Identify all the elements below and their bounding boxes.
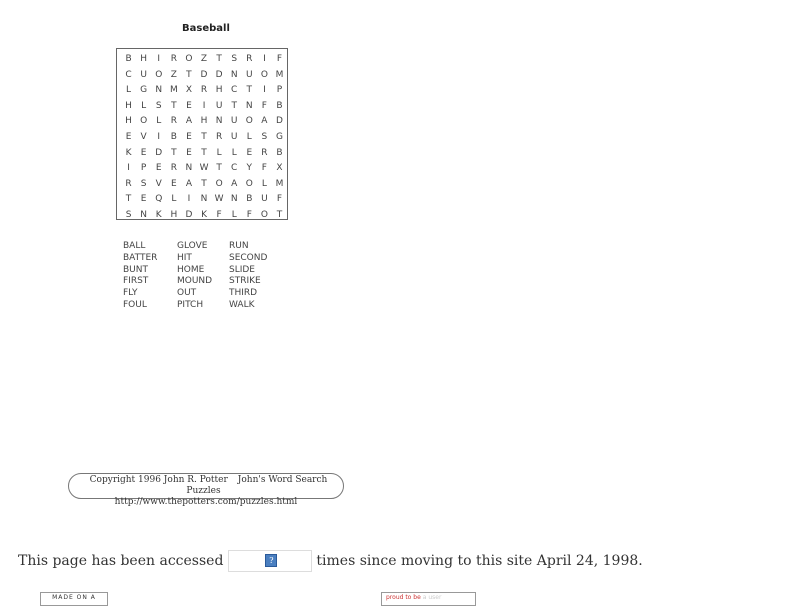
grid-cell: O [245, 178, 253, 189]
word-item: SECOND [229, 252, 268, 263]
grid-cell: B [170, 131, 177, 142]
grid-cell: F [246, 209, 252, 220]
word-column [229, 241, 267, 312]
word-search-grid [116, 48, 288, 220]
grid-cell: E [170, 178, 177, 189]
hit-counter [228, 550, 312, 572]
grid-cell: A [185, 116, 192, 127]
copyright-box [68, 473, 344, 507]
grid-cell: N [215, 116, 223, 127]
grid-cell: O [260, 69, 268, 80]
grid-cell: S [140, 178, 147, 189]
grid-cell: M [275, 178, 284, 189]
word-item: PITCH [177, 299, 204, 310]
grid-cell: N [245, 100, 253, 111]
grid-cell: E [186, 131, 192, 142]
grid-cell: O [260, 209, 268, 220]
grid-cell: B [276, 147, 283, 158]
grid-cell: C [231, 85, 238, 96]
grid-cell: H [170, 209, 178, 220]
grid-cell: F [216, 209, 222, 220]
grid-row [117, 99, 287, 115]
grid-cell: U [230, 131, 238, 142]
grid-cell: T [231, 100, 237, 111]
grid-cell: C [125, 69, 132, 80]
grid-cell: F [261, 100, 267, 111]
access-counter-line [18, 550, 643, 572]
access-text-after: times since moving to this site April 24, 1998. [316, 553, 643, 569]
grid-cell: P [140, 163, 147, 174]
grid-cell: E [140, 194, 147, 205]
grid-row [117, 161, 287, 177]
grid-cell: R [261, 147, 268, 158]
grid-cell: N [155, 85, 163, 96]
grid-cell: R [170, 163, 177, 174]
grid-cell: L [156, 116, 162, 127]
grid-row [117, 177, 287, 193]
grid-cell: D [155, 147, 163, 158]
grid-cell: L [231, 147, 237, 158]
proud-faint-text: a user [422, 594, 442, 601]
grid-cell: D [185, 209, 193, 220]
grid-cell: Y [246, 163, 253, 174]
grid-cell: N [185, 163, 193, 174]
word-item: BUNT [123, 264, 148, 275]
grid-cell: E [246, 147, 253, 158]
grid-cell: L [171, 194, 177, 205]
grid-cell: L [126, 85, 132, 96]
grid-cell: U [246, 69, 253, 80]
word-item: BATTER [123, 252, 158, 263]
grid-cell: U [261, 194, 268, 205]
grid-cell: A [261, 116, 268, 127]
grid-cell: T [216, 54, 222, 64]
grid-cell: A [185, 178, 192, 189]
grid-row [117, 192, 287, 208]
grid-cell: H [125, 116, 132, 127]
grid-cell: I [127, 163, 130, 174]
grid-cell: E [186, 100, 192, 111]
word-item: OUT [177, 288, 197, 299]
grid-cell: T [171, 100, 177, 111]
grid-cell: P [276, 85, 283, 96]
grid-cell: T [186, 69, 192, 80]
word-item: THIRD [229, 288, 258, 299]
grid-cell: H [200, 116, 208, 127]
grid-cell: Z [170, 69, 177, 80]
grid-cell: U [140, 69, 147, 80]
grid-cell: R [246, 54, 253, 64]
grid-cell: E [186, 147, 192, 158]
grid-cell: G [275, 131, 283, 142]
grid-cell: R [125, 178, 132, 189]
grid-cell: L [141, 100, 147, 111]
access-text-before: This page has been accessed [18, 553, 224, 569]
grid-cell: O [245, 116, 253, 127]
grid-cell: D [276, 116, 283, 127]
grid-cell: O [155, 69, 163, 80]
grid-cell: L [216, 147, 222, 158]
grid-cell: O [215, 178, 223, 189]
grid-row [117, 52, 287, 68]
proud-badge[interactable] [381, 592, 476, 606]
grid-cell: N [230, 194, 238, 205]
grid-cell: K [125, 147, 132, 158]
site-url[interactable]: http://www.thepotters.com/puzzles.html [114, 497, 298, 507]
grid-cell: T [276, 209, 283, 220]
puzzle-title: Baseball [182, 23, 230, 34]
word-item: STRIKE [229, 276, 261, 287]
grid-cell: T [171, 147, 177, 158]
word-item: RUN [229, 241, 249, 251]
grid-cell: I [202, 100, 206, 111]
grid-cell: G [140, 85, 148, 96]
grid-cell: L [231, 209, 237, 220]
word-item: FOUL [123, 299, 147, 310]
grid-cell: S [231, 54, 238, 64]
grid-cell: I [263, 85, 266, 96]
grid-cell: N [140, 209, 147, 220]
grid-cell: D [215, 69, 223, 80]
grid-row [117, 83, 287, 99]
proud-text: proud to be [386, 594, 421, 601]
grid-cell: V [140, 131, 147, 142]
grid-cell: U [230, 116, 238, 127]
word-column [177, 241, 229, 312]
grid-cell: R [200, 85, 208, 96]
grid-cell: X [185, 85, 192, 96]
grid-cell: B [246, 194, 253, 205]
site-name: John's Word Search Puzzles [186, 475, 328, 496]
grid-cell: T [201, 131, 207, 142]
word-item: HOME [177, 264, 205, 275]
grid-cell: K [201, 209, 207, 220]
grid-cell: N [230, 69, 238, 80]
grid-cell: L [261, 178, 267, 189]
grid-cell: M [275, 69, 284, 80]
grid-cell: H [215, 85, 223, 96]
word-item: BALL [123, 241, 146, 251]
grid-cell: T [201, 178, 207, 189]
grid-cell: W [214, 194, 224, 205]
grid-cell: U [215, 100, 223, 111]
grid-cell: X [276, 163, 283, 174]
grid-cell: A [231, 178, 238, 189]
grid-cell: H [140, 54, 148, 64]
copyright-text: Copyright 1996 John R. Potter [89, 475, 228, 485]
grid-cell: K [155, 209, 162, 220]
grid-cell: H [125, 100, 132, 111]
grid-cell: F [261, 163, 267, 174]
broken-image-icon: ? [265, 554, 277, 567]
grid-row [117, 68, 287, 84]
grid-cell: I [187, 194, 191, 205]
grid-cell: B [125, 54, 132, 64]
grid-cell: S [125, 209, 132, 220]
word-item: FLY [123, 288, 138, 299]
grid-cell: I [157, 131, 161, 142]
grid-cell: T [216, 163, 222, 174]
grid-cell: E [140, 147, 147, 158]
grid-cell: N [200, 194, 208, 205]
word-list [123, 241, 267, 312]
grid-cell: S [261, 131, 268, 142]
grid-row [117, 146, 287, 162]
grid-cell: O [185, 54, 193, 64]
grid-cell: I [157, 54, 161, 64]
grid-cell: E [125, 131, 132, 142]
grid-cell: W [199, 163, 209, 174]
grid-cell: B [276, 100, 283, 111]
grid-row [117, 208, 287, 224]
word-item: HIT [177, 252, 192, 263]
grid-cell: D [200, 69, 208, 80]
made-on-badge[interactable]: MADE ON A [40, 592, 108, 606]
grid-cell: Z [200, 54, 208, 64]
grid-cell: F [276, 54, 283, 64]
word-column [123, 241, 177, 312]
grid-row [117, 114, 287, 130]
word-item: GLOVE [177, 241, 208, 251]
word-item: FIRST [123, 276, 149, 287]
grid-cell: I [263, 54, 266, 64]
grid-cell: T [201, 147, 207, 158]
grid-cell: Q [155, 194, 163, 205]
word-item: WALK [229, 299, 255, 310]
grid-cell: T [125, 194, 132, 205]
grid-cell: M [169, 85, 178, 96]
grid-cell: L [246, 131, 252, 142]
word-item: SLIDE [229, 264, 255, 275]
grid-cell: T [246, 85, 253, 96]
grid-cell: E [155, 163, 162, 174]
grid-cell: V [155, 178, 162, 189]
grid-cell: R [170, 116, 177, 127]
grid-cell: R [215, 131, 223, 142]
grid-cell: F [276, 194, 283, 205]
grid-cell: C [231, 163, 238, 174]
grid-cell: R [170, 54, 177, 64]
grid-cell: O [140, 116, 148, 127]
word-item: MOUND [177, 276, 213, 287]
grid-row [117, 130, 287, 146]
grid-cell: S [155, 100, 162, 111]
